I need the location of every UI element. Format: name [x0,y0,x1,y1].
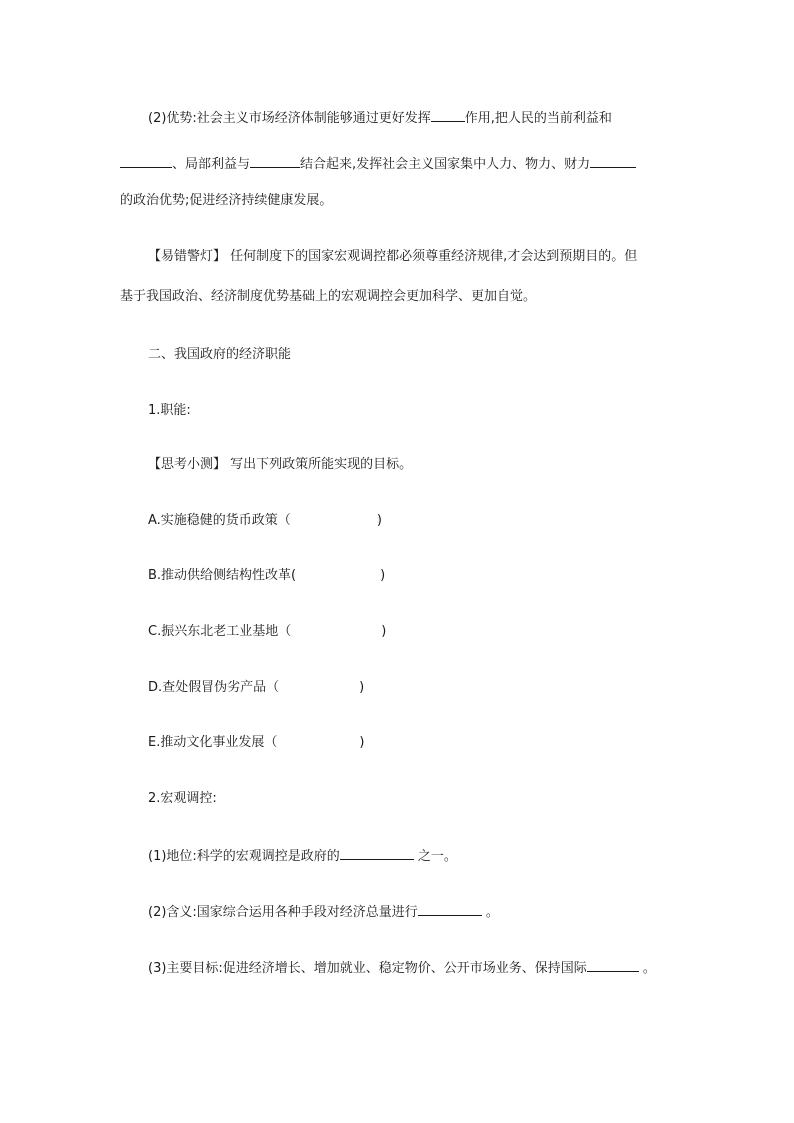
option-b [148,567,385,585]
option-e [148,734,364,752]
item-1-label: 1.职能: [148,403,191,418]
advantage-text-2: 作用,把人民的当前利益和 [464,111,612,126]
option-d-text: D.查处假冒伪劣产品（ [148,680,280,695]
option-d [148,679,364,697]
option-a-text: A.实施稳健的货币政策（ [148,513,291,528]
warning-line-1 [148,248,637,266]
advantage-line-3 [120,192,332,210]
item-1-line [148,402,191,420]
section-heading-text: 二、我国政府的经济职能 [148,347,292,362]
fill-blank[interactable] [431,108,465,122]
option-a-close: ) [376,513,382,528]
macro-meaning-line [148,902,499,920]
item-2-line [148,790,217,808]
macro-meaning-text: (2)含义:国家综合运用各种手段对经济总量进行 [148,905,418,920]
option-b-close: ) [380,568,386,583]
quiz-line [148,456,412,474]
fill-blank[interactable] [120,154,172,168]
macro-goals-line [148,958,656,976]
option-e-text: E.推动文化事业发展（ [148,735,278,750]
macro-position-suffix: 之一。 [413,849,457,864]
fill-blank[interactable] [590,154,636,168]
advantage-line-2 [120,154,636,172]
option-a [148,512,382,530]
warning-text-1: 任何制度下的国家宏观调控都必须尊重经济规律,才会达到预期目的。但 [226,249,638,264]
warning-text-2: 基于我国政治、经济制度优势基础上的宏观调控会更加科学、更加自觉。 [120,289,537,304]
option-d-close: ) [359,680,365,695]
advantage-text-5: 的政治优势;促进经济持续健康发展。 [120,193,333,208]
advantage-text-1: (2)优势:社会主义市场经济体制能够通过更好发挥 [148,111,431,126]
warning-label: 【易错警灯】 [148,249,227,264]
option-c [148,623,386,641]
item-2-label: 2.宏观调控: [148,791,217,806]
option-b-text: B.推动供给侧结构性改革( [148,568,297,583]
quiz-label: 【思考小测】 [148,457,227,472]
macro-goals-suffix: 。 [638,961,656,976]
advantage-line-1 [148,108,612,126]
macro-meaning-suffix: 。 [481,905,499,920]
fill-blank[interactable] [587,958,639,972]
advantage-text-3: 、局部利益与 [172,157,251,172]
option-c-close: ) [381,624,387,639]
fill-blank[interactable] [418,902,482,916]
advantage-text-4: 结合起来,发挥社会主义国家集中人力、物力、财力 [300,157,591,172]
quiz-text: 写出下列政策所能实现的目标。 [226,457,413,472]
option-c-text: C.振兴东北老工业基地（ [148,624,292,639]
section-heading [148,346,291,364]
option-e-close: ) [359,735,365,750]
fill-blank[interactable] [250,154,300,168]
fill-blank[interactable] [340,846,414,860]
macro-position-line [148,846,457,864]
macro-position-text: (1)地位:科学的宏观调控是政府的 [148,849,340,864]
warning-line-2 [120,288,536,306]
macro-goals-text: (3)主要目标:促进经济增长、增加就业、稳定物价、公开市场业务、保持国际 [148,961,587,976]
